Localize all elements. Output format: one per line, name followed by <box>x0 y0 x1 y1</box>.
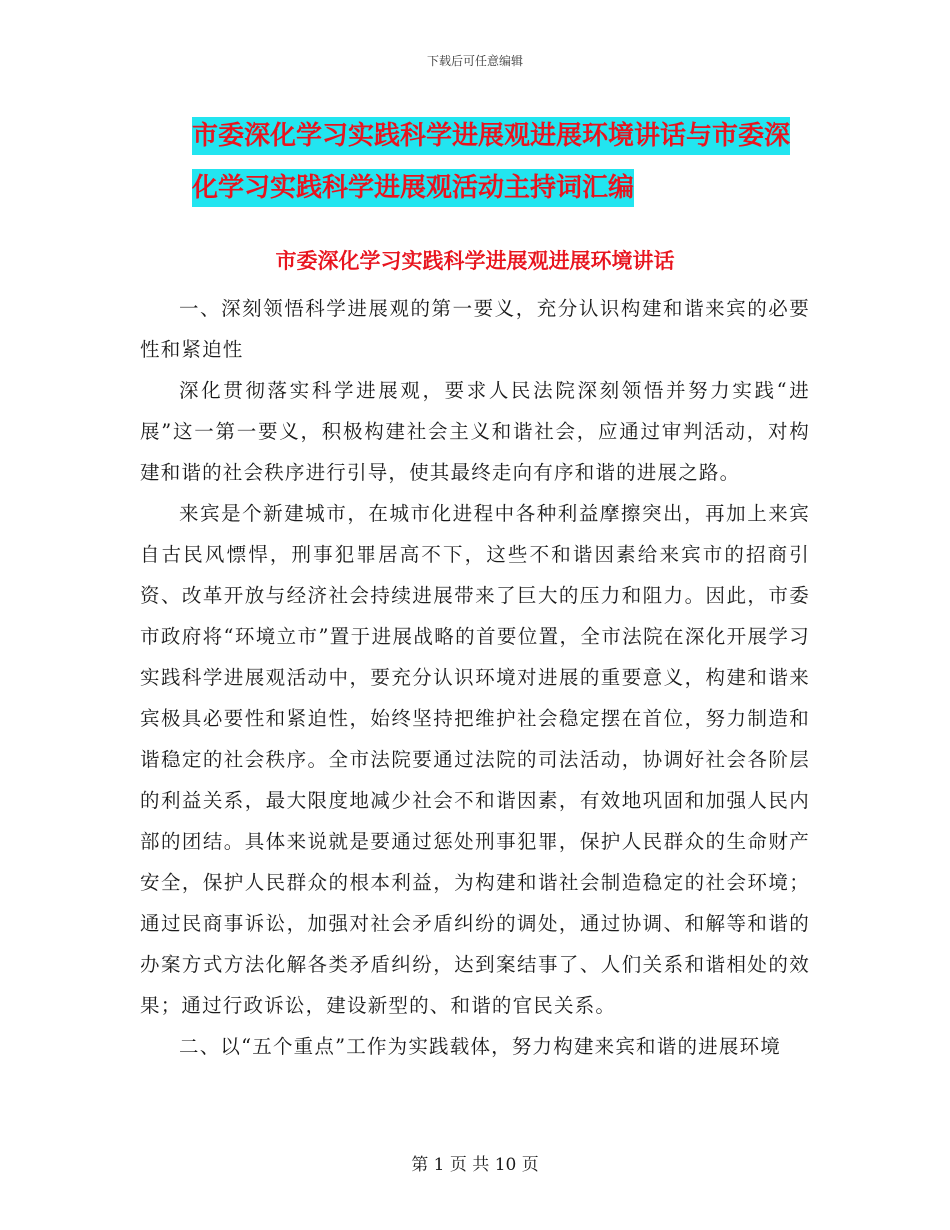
document-title <box>140 110 810 214</box>
title-highlight-1: 市委深化学习实践科学进展观进展环境讲话与市委深 <box>192 117 790 155</box>
paragraph-heading-1: 一、深刻领悟科学进展观的第一要义，充分认识构建和谐来宾的必要性和紧迫性 <box>140 297 810 361</box>
header-note: 下载后可任意编辑 <box>426 54 523 68</box>
title-line-1 <box>140 110 810 162</box>
paragraph: 来宾是个新建城市，在城市化进程中各种利益摩擦突出，再加上来宾自古民风慓悍，刑事犯罪居高不下，这些不和谐因素给来宾市的招商引资、改革开放与经济社会持续进展带来了巨大的压力和阻力。因此，市委市政府将“环境立市”置于进展战略的首要位置，全市法院在深化开展学习实践科学进展观活动中，要充分认识环境对进展的重要意义，构建和谐来宾极具必要性和紧迫性，始终坚持把维护社会稳定摆在首位，努力制造和谐稳定的社会秩序。全市法院要通过法院的司法活动，协调好社会各阶层的利益关系，最大限度地减少社会不和谐因素，有效地巩固和加强人民内部的团结。具体来说就是要通过惩处刑事犯罪，保护人民群众的生命财产安全，保护人民群众的根本利益，为构建和谐社会制造稳定的社会环境；通过民商事诉讼，加强对社会矛盾纠纷的调处，通过协调、和解等和谐的办案方式方法化解各类矛盾纠纷，达到案结事了、人们关系和谐相处的效果；通过行政诉讼，建设新型的、和谐的官民关系。 <box>140 502 810 1017</box>
page-number: 第 1 页 共 10 页 <box>411 1155 539 1175</box>
paragraph-heading-2: 二、以“五个重点”工作为实践载体，努力构建来宾和谐的进展环境 <box>179 1035 781 1058</box>
title-line-2 <box>140 162 810 214</box>
paragraph: 深化贯彻落实科学进展观，要求人民法院深刻领悟并努力实践“进展”这一第一要义，积极构建社会主义和谐社会，应通过审判活动，对构建和谐的社会秩序进行引导，使其最终走向有序和谐的进展之路。 <box>140 379 810 484</box>
title-highlight-2: 化学习实践科学进展观活动主持词汇编 <box>192 169 634 207</box>
document-body <box>140 288 810 1067</box>
section-title: 市委深化学习实践科学进展观进展环境讲话 <box>275 249 675 273</box>
